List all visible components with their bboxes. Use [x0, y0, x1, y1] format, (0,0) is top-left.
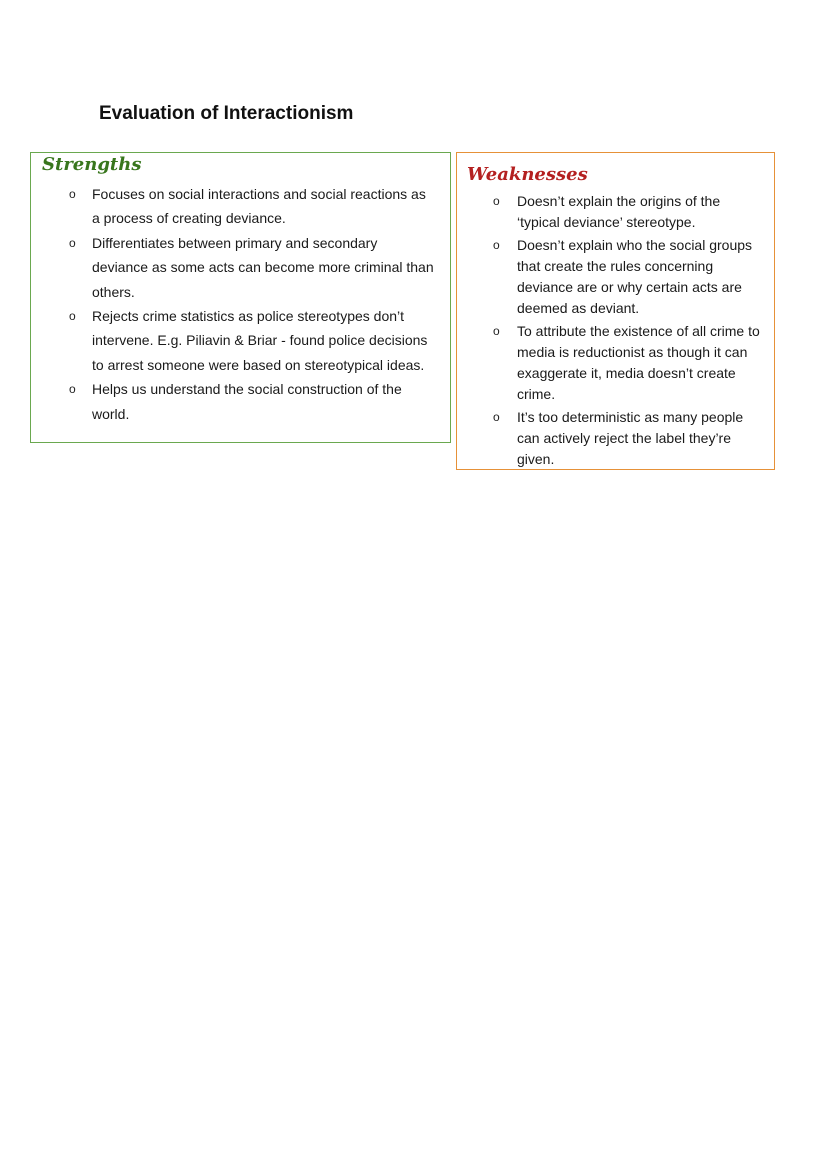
bullet-circle-icon: o [493, 324, 500, 338]
weaknesses-box [456, 152, 775, 470]
strengths-box [30, 152, 451, 443]
strengths-list [31, 182, 449, 426]
weaknesses-item-text: To attribute the existence of all crime to media is reductionist as though it can exaggerate it, media doesn’t create crime. [517, 323, 760, 402]
strengths-item-text: Rejects crime statistics as police stereotypes don’t intervene. E.g. Piliavin & Briar - found police decisions to arrest someone were based on stereotypical ideas. [92, 308, 428, 373]
weaknesses-item-text: Doesn’t explain the origins of the ‘typical deviance’ stereotype. [517, 193, 721, 230]
weaknesses-item-text: Doesn’t explain who the social groups that create the rules concerning deviance are or why certain acts are deemed as deviant. [517, 237, 753, 316]
page-title: Evaluation of Interactionism [99, 103, 354, 124]
strengths-item [31, 377, 449, 426]
bullet-circle-icon: o [69, 309, 76, 324]
strengths-item [31, 231, 449, 304]
bullet-circle-icon: o [69, 382, 76, 397]
weaknesses-heading: Weaknesses [467, 164, 588, 185]
strengths-heading: Strengths [42, 154, 142, 175]
weaknesses-item-text: It’s too deterministic as many people can actively reject the label they’re given. [517, 409, 744, 467]
strengths-item [31, 182, 449, 231]
weaknesses-item [457, 321, 773, 405]
strengths-item-text: Differentiates between primary and secondary deviance as some acts can become more criminal than others. [92, 234, 434, 300]
strengths-item [31, 304, 449, 377]
strengths-item-text: Focuses on social interactions and social reactions as a process of creating deviance. [92, 186, 426, 227]
strengths-item-text: Helps us understand the social construction of the world. [92, 381, 402, 422]
bullet-circle-icon: o [69, 187, 76, 201]
bullet-circle-icon: o [69, 235, 76, 250]
bullet-circle-icon: o [493, 238, 500, 252]
weaknesses-item [457, 191, 773, 233]
weaknesses-item [457, 407, 773, 470]
weaknesses-item [457, 235, 773, 319]
bullet-circle-icon: o [493, 410, 500, 424]
weaknesses-list [457, 191, 773, 472]
bullet-circle-icon: o [493, 194, 500, 208]
